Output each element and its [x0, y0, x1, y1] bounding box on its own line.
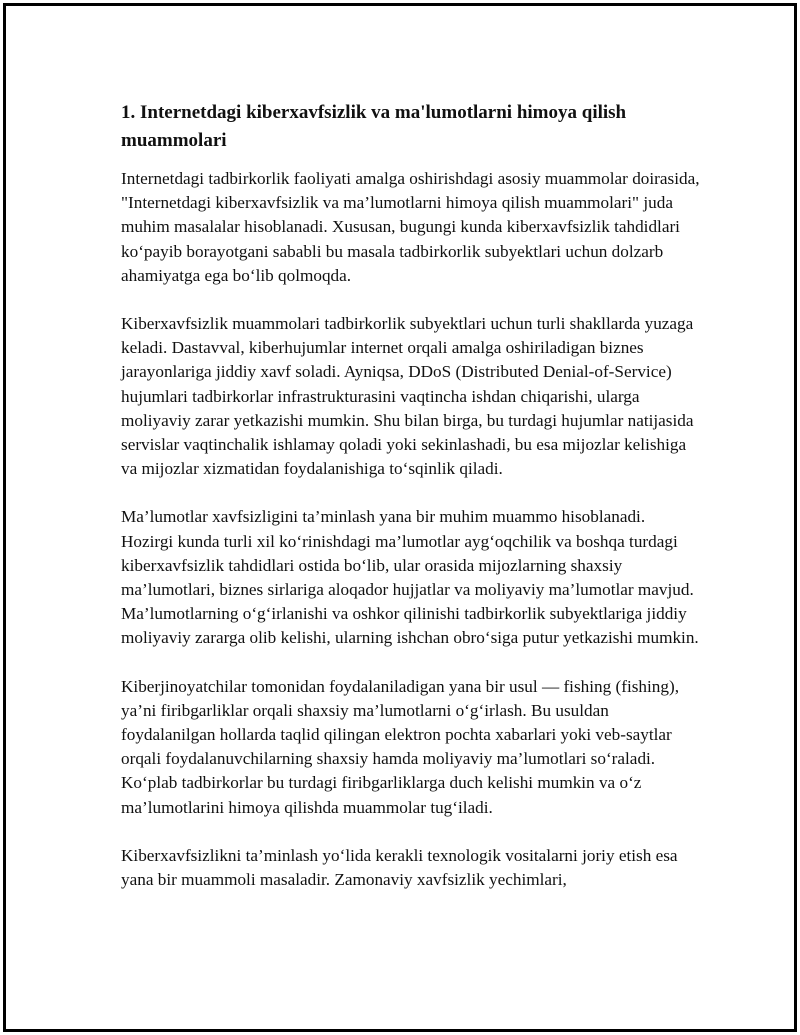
- page-frame: [3, 3, 797, 1032]
- paragraph-4: Kiberjinoyatchilar tomonidan foydalaniladigan yana bir usul — fishing (fishing), ya’ni firibgarliklar orqali shaxsiy ma’lumotlarni o‘g‘irlash. Bu usuldan foydalanilgan hollarda taqlid qilingan elektron pochta xabarlari yoki veb-saytlar orqali foydalanuvchilarning shaxsiy hamda moliyaviy ma’lumotlari so‘raladi. Ko‘plab tadbirkorlar bu turdagi firibgarliklarga duch kelishi mumkin va o‘z ma’lumotlarini himoya qilishda muammolar tug‘iladi.: [121, 676, 679, 817]
- paragraph-3: Ma’lumotlar xavfsizligini ta’minlash yana bir muhim muammo hisoblanadi. Hozirgi kunda turli xil ko‘rinishdagi ma’lumotlar ayg‘oqchilik va boshqa turdagi kiberxavfsizlik tahdidlari ostida bo‘lib, ular orasida mijozlarning shaxsiy ma’lumotlari, biznes sirlariga aloqador hujjatlar va moliyaviy ma’lumotlar mavjud. Ma’lumotlarning o‘g‘irlanishi va oshkor qilinishi tadbirkorlik subyektlariga jiddiy moliyaviy zararga olib kelishi, ularning ishchan obro‘siga putur yetkazishi mumkin.: [121, 507, 699, 648]
- section-heading: 1. Internetdagi kiberxavfsizlik va ma'lumotlarni himoya qilish muammolari: [121, 102, 627, 151]
- document-body: [121, 99, 701, 916]
- paragraph-5: Kiberxavfsizlikni ta’minlash yo‘lida kerakli texnologik vositalarni joriy etish esa yana bir muammoli masaladir. Zamonaviy xavfsizlik yechimlari,: [121, 845, 678, 890]
- paragraph-2: Kiberxavfsizlik muammolari tadbirkorlik subyektlari uchun turli shakllarda yuzaga keladi. Dastavval, kiberhujumlar internet orqali amalga oshiriladigan biznes jarayonlariga jiddiy xavf soladi. Ayniqsa, DDoS (Distributed Denial-of-Service) hujumlari tadbirkorlar infrastrukturasini vaqtincha ishdan chiqarishi, ularga moliyaviy zarar yetkazishi mumkin. Shu bilan birga, bu turdagi hujumlar natijasida servislar vaqtinchalik ishlamay qoladi yoki sekinlashadi, bu esa mijozlar kelishiga va mijozlar xizmatidan foydalanishiga to‘sqinlik qiladi.: [121, 314, 694, 479]
- paragraph-1: Internetdagi tadbirkorlik faoliyati amalga oshirishdagi asosiy muammolar doirasida, "Internetdagi kiberxavfsizlik va ma’lumotlarni himoya qilish muammolari" juda muhim masalalar hisoblanadi. Xususan, bugungi kunda kiberxavfsizlik tahdidlari ko‘payib borayotgani sababli bu masala tadbirkorlik subyektlari uchun dolzarb ahamiyatga ega bo‘lib qolmoqda.: [121, 169, 700, 285]
